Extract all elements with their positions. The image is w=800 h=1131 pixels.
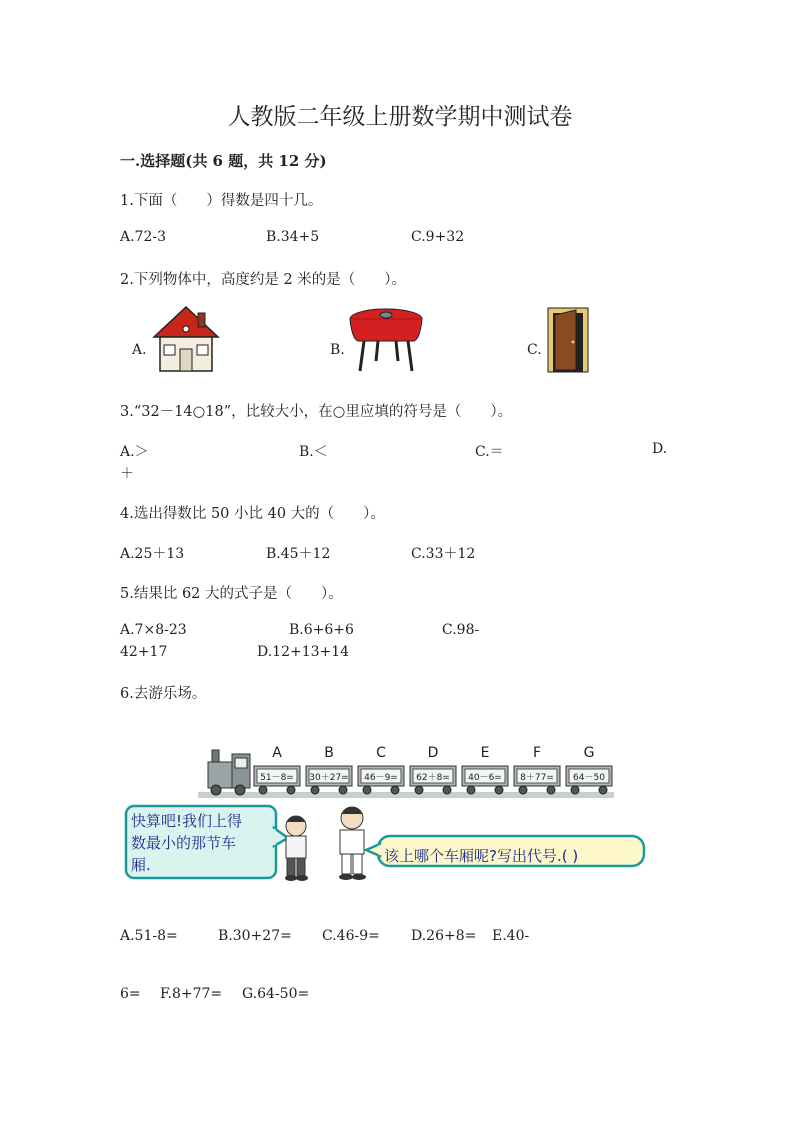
- left-speech-bubble: 快算吧!我们上得 数最小的那节车 厢.: [131, 812, 243, 874]
- train-car-letter: G: [583, 745, 595, 761]
- page-title: 人教版二年级上册数学期中测试卷: [227, 104, 573, 130]
- train-car-letter: E: [480, 745, 490, 761]
- train-car: [514, 745, 560, 794]
- q3-option-d-value: ＋: [120, 466, 134, 482]
- question-3-stem: 3.“32－14○18”，比较大小，在○里应填的符号是（ ）。: [120, 404, 513, 420]
- q1-option-b[interactable]: B.34+5: [266, 229, 320, 245]
- q3-option-c[interactable]: C.＝: [475, 444, 504, 460]
- wheel-icon: [391, 786, 399, 794]
- q5-option-a[interactable]: A.7×8-23: [120, 622, 187, 638]
- wheel-icon: [495, 786, 503, 794]
- q5-option-c-continued: 42+17: [120, 644, 168, 660]
- train-car-letter: F: [532, 745, 542, 761]
- q4-option-c[interactable]: C.33＋12: [411, 546, 476, 562]
- q6-option-e-continued: 6=: [120, 986, 141, 1002]
- train-car: [462, 745, 508, 794]
- q6-option-g[interactable]: G.64-50=: [242, 986, 310, 1002]
- train-car-expression: 64－50: [573, 773, 605, 783]
- boy-icon: [339, 807, 366, 880]
- train-car-expression: 40－6=: [468, 773, 502, 783]
- q3-option-b[interactable]: B.＜: [299, 444, 328, 460]
- door-icon: [546, 306, 590, 374]
- question-1-stem: 1.下面（ ）得数是四十几。: [120, 193, 323, 209]
- house-icon: [150, 305, 222, 373]
- q6-option-d[interactable]: D.26+8=: [411, 928, 477, 944]
- wheel-icon: [519, 786, 527, 794]
- train-illustration: [198, 738, 614, 800]
- q4-option-b[interactable]: B.45＋12: [266, 546, 331, 562]
- q2-option-a[interactable]: A.: [132, 342, 147, 358]
- section-heading: 一.选择题(共 6 题，共 12 分): [120, 152, 327, 170]
- train-car: [410, 745, 456, 794]
- wheel-icon: [599, 786, 607, 794]
- q6-option-b[interactable]: B.30+27=: [218, 928, 292, 944]
- train-car-expression: 30＋27=: [309, 773, 349, 783]
- question-6-stem: 6.去游乐场。: [120, 686, 207, 702]
- q5-option-c[interactable]: C.98-: [442, 622, 480, 638]
- q6-option-e[interactable]: E.40-: [492, 928, 530, 944]
- question-5-stem: 5.结果比 62 大的式子是（ ）。: [120, 586, 343, 602]
- q6-option-f[interactable]: F.8+77=: [160, 986, 223, 1002]
- q1-option-a[interactable]: A.72-3: [120, 229, 167, 245]
- wheel-icon: [339, 786, 347, 794]
- wheel-icon: [467, 786, 475, 794]
- q3-option-a[interactable]: A.＞: [120, 444, 149, 460]
- train-car-expression: 8＋77=: [520, 773, 554, 783]
- train-car: [254, 745, 300, 794]
- q2-option-b[interactable]: B.: [330, 342, 345, 358]
- train-car-expression: 46－9=: [364, 773, 398, 783]
- question-2-stem: 2.下列物体中，高度约是 2 米的是（ ）。: [120, 272, 407, 288]
- wheel-icon: [259, 786, 267, 794]
- q6-option-a[interactable]: A.51-8=: [120, 928, 178, 944]
- train-car-expression: 51－8=: [260, 773, 294, 783]
- q1-option-c[interactable]: C.9+32: [411, 229, 465, 245]
- boy-icon: [285, 816, 308, 881]
- q2-option-c[interactable]: C.: [527, 342, 542, 358]
- train-car-expression: 62＋8=: [416, 773, 450, 783]
- table-icon: [346, 305, 426, 375]
- q4-option-a[interactable]: A.25＋13: [120, 546, 185, 562]
- q5-option-d[interactable]: D.12+13+14: [257, 644, 350, 660]
- train-car: [358, 745, 404, 794]
- locomotive-icon: [208, 750, 250, 795]
- train-car: [566, 745, 612, 794]
- wheel-icon: [443, 786, 451, 794]
- question-4-stem: 4.选出得数比 50 小比 40 大的（ ）。: [120, 506, 385, 522]
- train-car-letter: A: [272, 745, 282, 761]
- wheel-icon: [547, 786, 555, 794]
- q6-option-c[interactable]: C.46-9=: [322, 928, 380, 944]
- train-car-letter: C: [376, 745, 386, 761]
- right-speech-bubble: 该上哪个车厢呢?写出代号.( ): [384, 847, 579, 865]
- q5-option-b[interactable]: B.6+6+6: [289, 622, 354, 638]
- wheel-icon: [415, 786, 423, 794]
- train-car-letter: B: [324, 745, 334, 761]
- wheel-icon: [311, 786, 319, 794]
- train-car-letter: D: [427, 745, 439, 761]
- wheel-icon: [287, 786, 295, 794]
- wheel-icon: [363, 786, 371, 794]
- train-car: [306, 745, 352, 794]
- q3-option-d[interactable]: D.: [652, 441, 668, 457]
- wheel-icon: [571, 786, 579, 794]
